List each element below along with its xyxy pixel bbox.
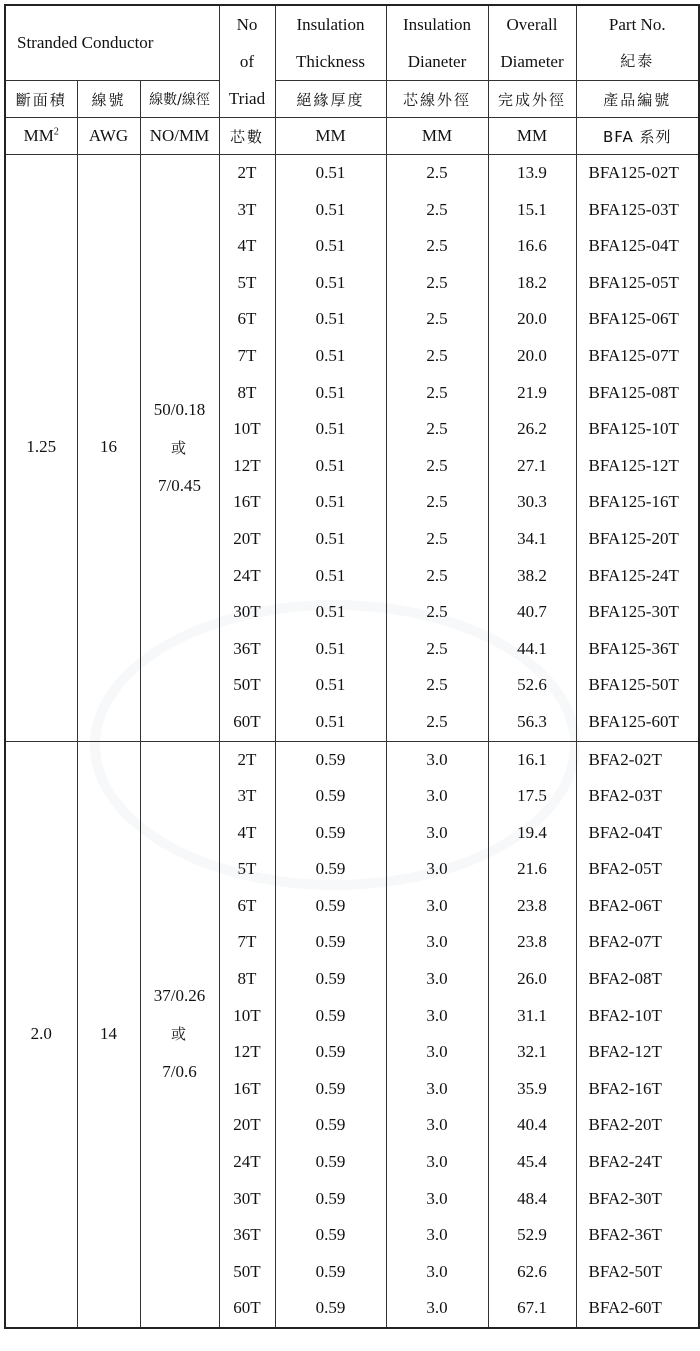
- awg-gauge: 14: [77, 741, 140, 1328]
- insulation-thickness: 0.59: [275, 1034, 386, 1071]
- overall-diameter: 48.4: [488, 1181, 576, 1218]
- insulation-diameter: 3.0: [386, 1034, 488, 1071]
- triad-count: 10T: [219, 411, 275, 448]
- strand-spec-line: 7/0.45: [158, 475, 201, 495]
- insulation-diameter: 2.5: [386, 301, 488, 338]
- triad-count: 24T: [219, 1144, 275, 1181]
- insulation-thickness: 0.51: [275, 375, 386, 412]
- insulation-thickness: 0.51: [275, 521, 386, 558]
- insulation-thickness: 0.51: [275, 448, 386, 485]
- triad-count: 7T: [219, 338, 275, 375]
- part-number: BFA125-07T: [576, 338, 699, 375]
- overall-diameter: 26.2: [488, 411, 576, 448]
- insulation-thickness: 0.59: [275, 741, 386, 778]
- stranded-conductor-header: Stranded Conductor: [5, 5, 219, 81]
- part-number: BFA2-07T: [576, 924, 699, 961]
- unit-thickness: MM: [275, 118, 386, 155]
- overall-diameter: 23.8: [488, 888, 576, 925]
- insulation-thickness: 0.59: [275, 1071, 386, 1108]
- overall-diameter: 21.9: [488, 375, 576, 412]
- triad-count: 12T: [219, 1034, 275, 1071]
- insulation-thickness: 0.51: [275, 484, 386, 521]
- overall-diameter-header: Overall Diameter: [488, 5, 576, 81]
- overall-diameter: 30.3: [488, 484, 576, 521]
- overall-diameter: 56.3: [488, 704, 576, 741]
- insulation-diameter: 3.0: [386, 998, 488, 1035]
- insulation-thickness: 0.59: [275, 1181, 386, 1218]
- awg-gauge: 16: [77, 155, 140, 742]
- overall-diameter: 67.1: [488, 1290, 576, 1328]
- triad-count: 16T: [219, 484, 275, 521]
- triad-count: 12T: [219, 448, 275, 485]
- part-number: BFA125-36T: [576, 631, 699, 668]
- triad-count: 20T: [219, 521, 275, 558]
- triad-count: 36T: [219, 1217, 275, 1254]
- unit-part-series: BFA 系列: [576, 118, 699, 155]
- overall-diameter: 20.0: [488, 301, 576, 338]
- insulation-thickness: 0.51: [275, 631, 386, 668]
- part-number: BFA125-10T: [576, 411, 699, 448]
- insulation-diameter: 2.5: [386, 192, 488, 229]
- part-number: BFA2-24T: [576, 1144, 699, 1181]
- insulation-thickness: 0.59: [275, 1217, 386, 1254]
- triad-count: 16T: [219, 1071, 275, 1108]
- part-number: BFA2-60T: [576, 1290, 699, 1328]
- insulation-diameter: 2.5: [386, 558, 488, 595]
- overall-diameter: 34.1: [488, 521, 576, 558]
- triad-count: 24T: [219, 558, 275, 595]
- part-number: BFA125-05T: [576, 265, 699, 302]
- triad-count: 5T: [219, 265, 275, 302]
- insulation-thickness: 0.51: [275, 155, 386, 192]
- part-number: BFA2-06T: [576, 888, 699, 925]
- part-number: BFA2-12T: [576, 1034, 699, 1071]
- insulation-diameter: 3.0: [386, 778, 488, 815]
- part-number: BFA125-03T: [576, 192, 699, 229]
- insulation-diameter: 3.0: [386, 1181, 488, 1218]
- part-number: BFA2-30T: [576, 1181, 699, 1218]
- overall-diameter: 26.0: [488, 961, 576, 998]
- part-number: BFA125-30T: [576, 594, 699, 631]
- triad-count: 3T: [219, 192, 275, 229]
- part-number: BFA125-50T: [576, 667, 699, 704]
- overall-diameter: 40.4: [488, 1107, 576, 1144]
- insulation-thickness: 0.59: [275, 924, 386, 961]
- overall-diameter: 27.1: [488, 448, 576, 485]
- triad-count: 10T: [219, 998, 275, 1035]
- part-no-header: Part No. 紀泰: [576, 5, 699, 81]
- insulation-thickness: 0.51: [275, 411, 386, 448]
- triad-count: 6T: [219, 888, 275, 925]
- cn-cores-header: 芯數: [219, 118, 275, 155]
- part-number: BFA125-12T: [576, 448, 699, 485]
- cn-core-od-header: 芯線外徑: [386, 81, 488, 118]
- overall-diameter: 16.6: [488, 228, 576, 265]
- insulation-diameter: 3.0: [386, 1254, 488, 1291]
- triad-count: 36T: [219, 631, 275, 668]
- insulation-thickness-header: Insulation Thickness: [275, 5, 386, 81]
- insulation-diameter: 2.5: [386, 338, 488, 375]
- insulation-diameter: 3.0: [386, 1107, 488, 1144]
- overall-diameter: 52.9: [488, 1217, 576, 1254]
- strand-spec: [140, 155, 219, 742]
- unit-insulation-diameter: MM: [386, 118, 488, 155]
- part-number: BFA125-06T: [576, 301, 699, 338]
- overall-diameter: 20.0: [488, 338, 576, 375]
- insulation-diameter: 3.0: [386, 1071, 488, 1108]
- overall-diameter: 44.1: [488, 631, 576, 668]
- strand-spec: [140, 741, 219, 1328]
- insulation-diameter: 2.5: [386, 594, 488, 631]
- insulation-thickness: 0.51: [275, 338, 386, 375]
- part-number: BFA2-08T: [576, 961, 699, 998]
- insulation-thickness: 0.51: [275, 192, 386, 229]
- insulation-diameter: 3.0: [386, 961, 488, 998]
- overall-diameter: 31.1: [488, 998, 576, 1035]
- insulation-thickness: 0.59: [275, 1144, 386, 1181]
- part-number: BFA2-20T: [576, 1107, 699, 1144]
- insulation-thickness: 0.59: [275, 778, 386, 815]
- conductor-area: 2.0: [5, 741, 77, 1328]
- insulation-thickness: 0.51: [275, 228, 386, 265]
- insulation-thickness: 0.51: [275, 667, 386, 704]
- insulation-thickness: 0.51: [275, 704, 386, 741]
- part-number: BFA125-60T: [576, 704, 699, 741]
- part-number: BFA2-10T: [576, 998, 699, 1035]
- overall-diameter: 62.6: [488, 1254, 576, 1291]
- insulation-thickness: 0.51: [275, 594, 386, 631]
- insulation-thickness: 0.59: [275, 961, 386, 998]
- insulation-diameter: 2.5: [386, 484, 488, 521]
- insulation-diameter: 2.5: [386, 704, 488, 741]
- part-number: BFA125-20T: [576, 521, 699, 558]
- insulation-thickness: 0.51: [275, 558, 386, 595]
- triad-count: 6T: [219, 301, 275, 338]
- overall-diameter: 15.1: [488, 192, 576, 229]
- insulation-diameter: 2.5: [386, 375, 488, 412]
- strand-spec-line: 50/0.18: [153, 399, 206, 419]
- insulation-thickness: 0.59: [275, 1290, 386, 1328]
- insulation-diameter: 2.5: [386, 631, 488, 668]
- triad-count: 2T: [219, 155, 275, 192]
- part-number: BFA2-02T: [576, 741, 699, 778]
- unit-nomm: NO/MM: [140, 118, 219, 155]
- strand-spec-line: 7/0.6: [162, 1062, 197, 1082]
- unit-area: $MM^2$: [5, 118, 77, 155]
- part-number: BFA2-03T: [576, 778, 699, 815]
- overall-diameter: 32.1: [488, 1034, 576, 1071]
- insulation-diameter-header: Insulation Dianeter: [386, 5, 488, 81]
- cn-gauge-header: 線號: [77, 81, 140, 118]
- insulation-diameter: 3.0: [386, 1144, 488, 1181]
- triad-count: 7T: [219, 924, 275, 961]
- no-of-triad-header: No of Triad: [219, 5, 275, 118]
- unit-overall-diameter: MM: [488, 118, 576, 155]
- overall-diameter: 45.4: [488, 1144, 576, 1181]
- insulation-diameter: 2.5: [386, 228, 488, 265]
- overall-diameter: 23.8: [488, 924, 576, 961]
- insulation-diameter: 2.5: [386, 411, 488, 448]
- overall-diameter: 19.4: [488, 815, 576, 852]
- group-2-0mm: [5, 741, 699, 1328]
- part-number: BFA2-04T: [576, 815, 699, 852]
- cn-part-header: 產品編號: [576, 81, 699, 118]
- part-number: BFA125-04T: [576, 228, 699, 265]
- cn-strands-header: 線數/線徑: [140, 81, 219, 118]
- table-row: [5, 741, 699, 778]
- strand-spec-line: 或: [170, 438, 188, 457]
- triad-count: 5T: [219, 851, 275, 888]
- insulation-thickness: 0.51: [275, 301, 386, 338]
- part-number: BFA125-24T: [576, 558, 699, 595]
- triad-count: 3T: [219, 778, 275, 815]
- triad-count: 4T: [219, 228, 275, 265]
- conductor-area: 1.25: [5, 155, 77, 742]
- insulation-diameter: 3.0: [386, 924, 488, 961]
- part-number: BFA125-16T: [576, 484, 699, 521]
- cn-thickness-header: 絕緣厚度: [275, 81, 386, 118]
- overall-diameter: 18.2: [488, 265, 576, 302]
- part-number: BFA125-02T: [576, 155, 699, 192]
- unit-awg: AWG: [77, 118, 140, 155]
- triad-count: 60T: [219, 704, 275, 741]
- overall-diameter: 40.7: [488, 594, 576, 631]
- overall-diameter: 13.9: [488, 155, 576, 192]
- triad-count: 8T: [219, 375, 275, 412]
- strand-spec-line: 37/0.26: [153, 986, 206, 1006]
- triad-count: 4T: [219, 815, 275, 852]
- insulation-thickness: 0.59: [275, 888, 386, 925]
- insulation-diameter: 2.5: [386, 667, 488, 704]
- group-1-25mm: [5, 155, 699, 742]
- insulation-diameter: 2.5: [386, 521, 488, 558]
- insulation-thickness: 0.59: [275, 815, 386, 852]
- triad-count: 30T: [219, 594, 275, 631]
- part-number: BFA2-36T: [576, 1217, 699, 1254]
- strand-spec-line: 或: [170, 1025, 188, 1044]
- insulation-diameter: 3.0: [386, 815, 488, 852]
- cn-od-header: 完成外徑: [488, 81, 576, 118]
- insulation-thickness: 0.59: [275, 998, 386, 1035]
- insulation-diameter: 2.5: [386, 448, 488, 485]
- triad-count: 8T: [219, 961, 275, 998]
- overall-diameter: 16.1: [488, 741, 576, 778]
- triad-count: 60T: [219, 1290, 275, 1328]
- triad-count: 50T: [219, 667, 275, 704]
- table-row: [5, 155, 699, 192]
- spec-table: [4, 4, 700, 1329]
- triad-count: 20T: [219, 1107, 275, 1144]
- insulation-thickness: 0.59: [275, 851, 386, 888]
- insulation-diameter: 3.0: [386, 851, 488, 888]
- insulation-diameter: 2.5: [386, 155, 488, 192]
- part-number: BFA2-16T: [576, 1071, 699, 1108]
- part-number: BFA2-50T: [576, 1254, 699, 1291]
- overall-diameter: 21.6: [488, 851, 576, 888]
- part-number: BFA125-08T: [576, 375, 699, 412]
- cn-area-header: 斷面積: [5, 81, 77, 118]
- insulation-thickness: 0.59: [275, 1254, 386, 1291]
- triad-count: 50T: [219, 1254, 275, 1291]
- insulation-thickness: 0.59: [275, 1107, 386, 1144]
- overall-diameter: 35.9: [488, 1071, 576, 1108]
- insulation-diameter: 2.5: [386, 265, 488, 302]
- part-number: BFA2-05T: [576, 851, 699, 888]
- triad-count: 30T: [219, 1181, 275, 1218]
- insulation-diameter: 3.0: [386, 1290, 488, 1328]
- insulation-diameter: 3.0: [386, 888, 488, 925]
- triad-count: 2T: [219, 741, 275, 778]
- overall-diameter: 52.6: [488, 667, 576, 704]
- insulation-diameter: 3.0: [386, 741, 488, 778]
- overall-diameter: 17.5: [488, 778, 576, 815]
- overall-diameter: 38.2: [488, 558, 576, 595]
- insulation-thickness: 0.51: [275, 265, 386, 302]
- insulation-diameter: 3.0: [386, 1217, 488, 1254]
